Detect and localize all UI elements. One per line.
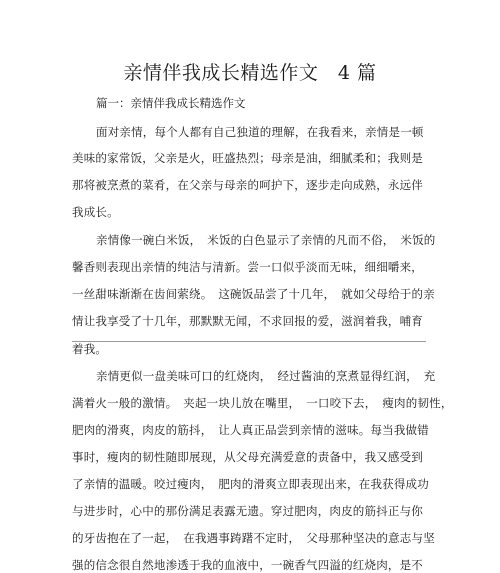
section-heading: 篇一：亲情伴我成长精选作文: [96, 96, 246, 110]
text-line: 亲情像一碗白米饭， 米饭的白色显示了亲情的凡而不俗， 米饭的: [96, 233, 436, 247]
divider-line: [72, 341, 426, 342]
text-line: 美味的家常饭，父亲是火，旺盛热烈；母亲是油，细腻柔和；我则是: [72, 151, 423, 165]
text-line: 情让我享受了十几年，那默默无闻，不求回报的爱，滋润着我，哺育: [72, 314, 423, 328]
text-line: 那将被烹煮的菜肴，在父亲与母亲的呵护下，逐步走向成熟，永远伴: [72, 178, 423, 192]
text-line: 的牙齿抱在了一起， 在我遇事踌躇不定时， 父母那种坚决的意志与坚: [72, 531, 435, 545]
text-line: 一丝甜味渐渐在齿间萦绕。 这碗饭品尝了十几年， 就如父母给于的亲: [72, 287, 435, 301]
text-line: 亲情更似一盘美味可口的红烧肉， 经过酱油的烹煮显得红润， 充: [96, 369, 436, 383]
text-line: 强的信念很自然地渗透于我的血液中，一碗香气四溢的红烧肉，是不: [72, 558, 423, 572]
text-line: 肥肉的滑爽，肉皮的筋抖， 让人真正品尝到亲情的滋味。每当我做错: [72, 423, 429, 437]
document-title: 亲情伴我成长精选作文 4 篇: [123, 62, 377, 84]
text-line: 与进步时，心中的那份满足表露无遗。穿过肥肉，肉皮的筋抖正与你: [72, 504, 423, 518]
text-line: 我成长。: [72, 205, 119, 219]
text-line: 着我。: [72, 342, 108, 356]
text-line: 事时，瘦肉的韧性随即展现，从父母充满爱意的责备中，我又感受到: [72, 450, 423, 464]
text-line: 满着火一般的激情。 夹起一块儿放在嘴里， 一口咬下去， 瘦肉的韧性，: [72, 396, 453, 410]
text-line: 馨香则表现出亲情的纯洁与清新。尝一口似乎淡而无味，细细嚼来，: [72, 260, 423, 274]
text-line: 了亲情的温暖。咬过瘦肉， 肥肉的滑爽立即表现出来，在我获得成功: [72, 477, 429, 491]
text-line: 面对亲情，每个人都有自己独道的理解，在我看来，亲情是一顿: [96, 125, 424, 139]
